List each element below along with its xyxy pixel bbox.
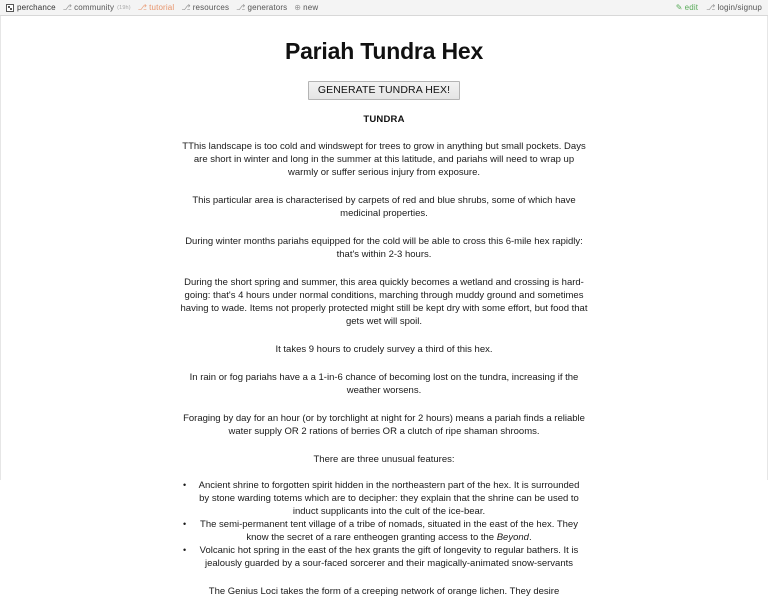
- unusual-features-list: [179, 479, 589, 570]
- nav-right-group: [676, 3, 762, 12]
- output-paragraph: In rain or fog pariahs have a a 1-in-6 chance of becoming lost on the tundra, increasing if the weather worsens.: [189, 372, 579, 396]
- nav-item-generators[interactable]: [236, 3, 287, 12]
- nav-item-label: login/signup: [717, 3, 762, 12]
- person-icon: ⎇: [706, 2, 716, 12]
- book-icon: ⎇: [236, 2, 246, 12]
- output-heading: TUNDRA: [363, 114, 405, 125]
- top-navigation-bar: [0, 0, 768, 16]
- output-paragraph: It takes 9 hours to crudely survey a third of this hex.: [275, 344, 493, 355]
- feature-list-item: [179, 544, 589, 570]
- feature-text: Ancient shrine to forgotten spirit hidden in the northeastern part of the hex. It is surrounded by stone warding totems which are to decipher: they explain that the shrine can be used to induct supplicants into the cult of the ice-bear.: [198, 480, 580, 517]
- book-icon: ⎇: [62, 2, 73, 12]
- output-paragraph: This particular area is characterised by carpets of red and blue shrubs, some of which have medicinal properties.: [192, 195, 576, 219]
- nav-item-label: new: [303, 3, 319, 12]
- nav-item-resources[interactable]: [181, 3, 229, 12]
- generate-button-row: [1, 80, 767, 100]
- trailing-paragraph: The Genius Loci takes the form of a creeping network of orange lichen. They desire: [208, 586, 560, 597]
- nav-item-label: perchance: [17, 3, 56, 12]
- book-icon: ⎇: [181, 2, 191, 12]
- nav-item-label: resources: [192, 3, 230, 12]
- generate-tundra-hex-button[interactable]: GENERATE TUNDRA HEX!: [308, 81, 460, 100]
- output-paragraph: During the short spring and summer, this area quickly becomes a wetland and crossing is hard-going: that's 4 hours under normal conditions, marching through muddy ground and sometimes having to wade. Items not properly protected might still be kept dry with some effort, but food that gets wet will spoil.: [180, 277, 588, 327]
- nav-left-group: [6, 3, 318, 12]
- book-icon: ⎇: [137, 2, 148, 12]
- nav-item-label: generators: [247, 3, 288, 12]
- output-paragraph: There are three unusual features:: [313, 454, 455, 465]
- output-body: [179, 140, 589, 598]
- feature-emphasis: Beyond: [496, 532, 529, 543]
- nav-item-edit[interactable]: [676, 3, 698, 12]
- output-paragraph: Foraging by day for an hour (or by torchlight at night for 2 hours) means a pariah finds a reliable water supply OR 2 rations of berries OR a clutch of ripe shaman shrooms.: [183, 413, 585, 437]
- nav-item-perchance[interactable]: [6, 3, 56, 12]
- pencil-icon: ✎: [675, 2, 683, 12]
- nav-item-community[interactable]: [63, 3, 131, 12]
- globe-icon: ⊕: [294, 2, 302, 12]
- nav-item-label: tutorial: [149, 3, 175, 12]
- feature-text: Volcanic hot spring in the east of the hex grants the gift of longevity to regular bathers. It is jealously guarded by a sour-faced sorcerer and their magically-animated snow-servants: [199, 545, 579, 569]
- feature-list-item: [179, 518, 589, 544]
- page-title: Pariah Tundra Hex: [284, 38, 484, 64]
- generator-content-panel: [0, 16, 768, 597]
- feature-text: The semi-permanent tent village of a tribe of nomads, situated in the east of the hex. They know the secret of a rare entheogen granting access to the: [200, 519, 578, 543]
- nav-item-badge: (19h): [117, 4, 131, 11]
- nav-item-label: edit: [684, 3, 699, 12]
- nav-item-label: community: [74, 3, 115, 12]
- feature-list-item: [179, 479, 589, 518]
- output-paragraph: TThis landscape is too cold and windswept for trees to grow in anything but small pockets. Days are short in winter and long in the summer at this latitude, and pariahs will need to wrap up warmly or suffer serious injury from exposure.: [182, 141, 586, 178]
- nav-item-new[interactable]: [294, 3, 318, 12]
- perchance-logo-icon: [6, 4, 14, 12]
- output-paragraphs: [179, 140, 589, 466]
- nav-item-tutorial[interactable]: [138, 3, 175, 12]
- feature-text-after: .: [528, 532, 532, 543]
- content-inner: [1, 16, 767, 598]
- output-paragraph: During winter months pariahs equipped for the cold will be able to cross this 6-mile hex rapidly: that's within 2-3 hours.: [185, 236, 583, 260]
- nav-item-login-signup[interactable]: [706, 3, 762, 12]
